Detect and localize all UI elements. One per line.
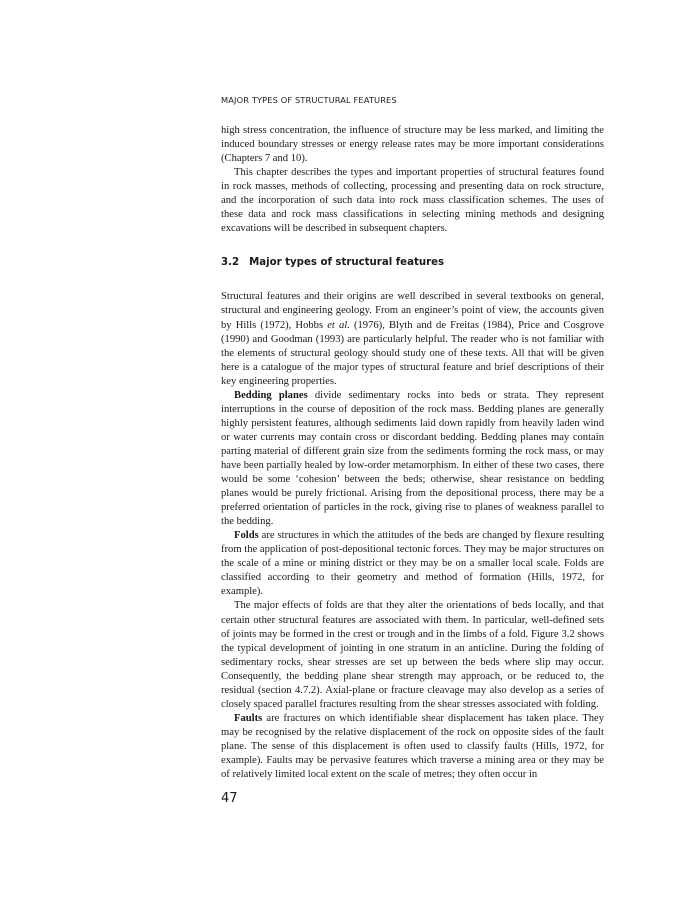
body-text	[221, 124, 604, 782]
term-faults: Faults	[234, 712, 263, 724]
bedding-planes-paragraph	[221, 389, 604, 529]
running-head: MAJOR TYPES OF STRUCTURAL FEATURES	[221, 95, 397, 105]
emphasis-text: et al.	[327, 319, 350, 331]
paragraph-text: are structures in which the attitudes of the beds are changed by flexure resulting from the application of post-depositional tectonic forces. They may be major structures on the scale of a mine or mining district or they may be on a smaller local scale. Folds are classified according to their geometry and method of formation (Hills, 1972, for example).	[221, 530, 604, 598]
paragraph-text: Structural features and their origins are well described in several textbooks on general, structural and engineering geology. From an engineer’s point of view, the accounts given by Hills (1972), Hobbs	[221, 291, 604, 331]
folds-paragraph	[221, 529, 604, 599]
section-title: Major types of structural features	[249, 257, 445, 269]
folds-effects-paragraph: The major effects of folds are that they alter the orientations of beds locally, and that certain other structural features are associated with them. In particular, well-defined sets of joints may be formed in the crest or trough and in the limbs of a fold. Figure 3.2 shows the typical development of jointing in one stratum in an anticline. During the folding of sedimentary rocks, shear stresses are set up between the beds where slip may occur. Consequently, the bedding plane shear strength may approach, or be reduced to, the residual (section 4.7.2). Axial-plane or fracture cleavage may also develop as a series of closely spaced parallel fractures resulting from the shear stresses associated with folding.	[221, 600, 604, 710]
page-number: 47	[221, 791, 238, 806]
section-number: 3.2	[221, 257, 240, 269]
faults-paragraph	[221, 712, 604, 782]
intro-paragraph-1: high stress concentration, the influence of structure may be less marked, and limiting the induced boundary stresses or energy release rates may be more important considerations (Chapters 7 and 10).	[221, 125, 604, 165]
term-folds: Folds	[234, 530, 259, 542]
paragraph-text: are fractures on which identifiable shear displacement has taken place. They may be recognised by the relative displacement of the rock on opposite sides of the fault plane. The sense of this displacement is often used to classify faults (Hills, 1972, for example). Faults may be pervasive features which traverse a mining area or they may be of relatively limited local extent on the scale of metres; they often occur in	[221, 712, 604, 781]
term-bedding-planes: Bedding planes	[234, 389, 308, 401]
intro-paragraph-2: This chapter describes the types and important properties of structural features found in rock masses, methods of collecting, processing and presenting data on rock structure, and the incorporation of such data into rock mass classification schemes. The uses of these data and rock mass classifications in selecting mining methods and designing excavations will be described in subsequent chapters.	[221, 167, 604, 235]
section-heading	[221, 256, 604, 270]
section-paragraph-1	[221, 290, 604, 388]
paragraph-text: (1976), Blyth and de Freitas (1984), Price and Cosgrove (1990) and Goodman (1993) are particularly helpful. The reader who is not familiar with the elements of structural geology should study one of these texts. All that will be given here is a catalogue of the major types of structural feature and brief descriptions of their key engineering properties.	[221, 319, 604, 387]
paragraph-text: divide sedimentary rocks into beds or strata. They represent interruptions in the course of deposition of the rock mass. Bedding planes are generally highly persistent features, although sediments laid down rapidly from heavily laden wind or water currents may contain cross or discordant bedding. Bedding planes may contain parting material of different grain size from the sediments forming the rock mass, or may have been partially healed by low-order metamorphism. In either of these two cases, there would be some ‘cohesion’ between the beds; otherwise, shear resistance on bedding planes would be purely frictional. Arising from the depositional process, there may be a preferred orientation of particles in the rock, giving rise to planes of weakness parallel to the bedding.	[221, 389, 604, 528]
